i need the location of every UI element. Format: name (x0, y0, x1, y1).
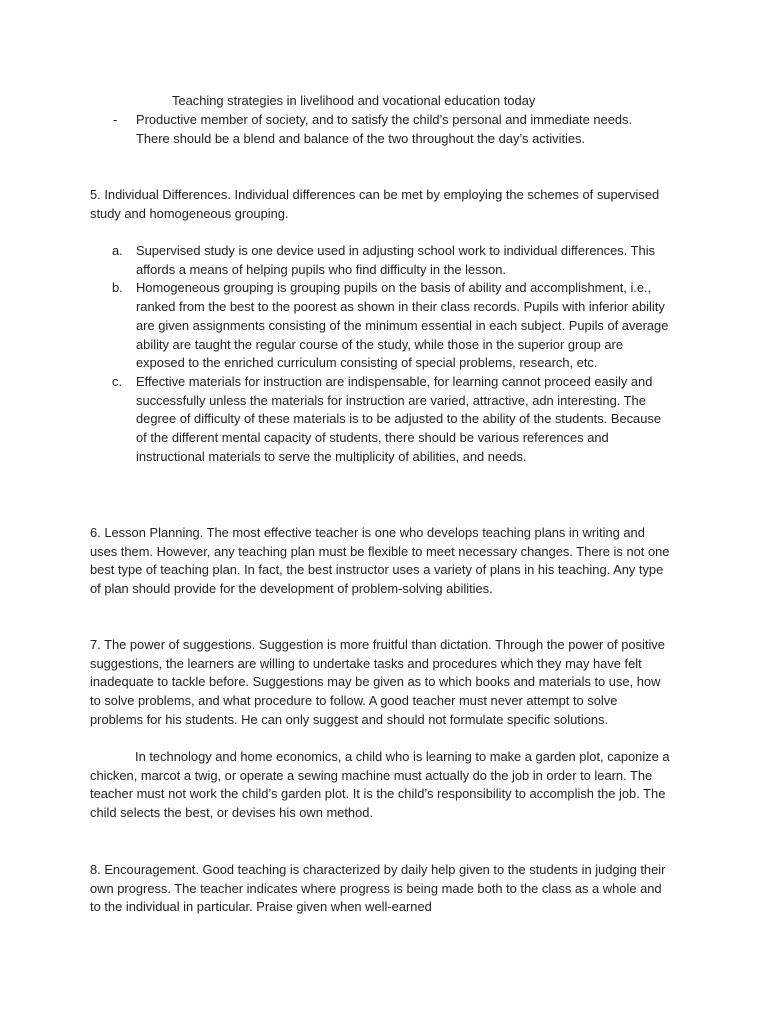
section-5-paragraph: 5. Individual Differences. Individual differences can be met by employing the schemes of supervised study and homogeneous grouping. (90, 187, 660, 221)
list-marker: a. (112, 243, 123, 258)
dash-item-text: Productive member of society, and to satisfy the child’s personal and immediate needs. There should be a blend and balance of the two throughout the day’s activities. (136, 112, 633, 146)
section-7-paragraph-2 (90, 748, 670, 823)
list-item (112, 373, 672, 467)
dash-list-item (113, 111, 673, 148)
document-title: Teaching strategies in livelihood and vocational education today (172, 93, 536, 108)
section-5-list (112, 242, 672, 466)
section-7-paragraph: 7. The power of suggestions. Suggestion is more fruitful than dictation. Through the power of positive suggestions, the learners are willing to undertake tasks and procedures which they may have felt inadequate to tackle before. Suggestions may be given as to which books and materials to use, how to solve problems, and what procedure to follow. A good teacher must never attempt to solve problems for his students. He can only suggest and should not formulate specific solutions. (90, 637, 665, 727)
list-item (112, 242, 672, 279)
section-6-paragraph: 6. Lesson Planning. The most effective teacher is one who develops teaching plans in writing and uses them. However, any teaching plan must be flexible to meet necessary changes. There is not one best type of teaching plan. In fact, the best instructor uses a variety of plans in his teaching. Any type of plan should provide for the development of problem-solving abilities. (90, 525, 670, 597)
list-marker: b. (112, 280, 123, 296)
list-item-text: Homogeneous grouping is grouping pupils on the basis of ability and accomplishment, i.e., ranked from the best to the poorest as shown in their class records. Pupils with inferior ability are given assignments consisting of the minimum essential in each subject. Pupils of average ability are taught the regular course of the study, while those in the superior group are exposed to the enriched curriculum consisting of special problems, research, etc. (136, 280, 669, 371)
dash-marker: - (113, 112, 118, 127)
section-8-paragraph: 8. Encouragement. Good teaching is characterized by daily help given to the students in judging their own progress. The teacher indicates where progress is being made both to the class as a whole and to the individual in particular. Praise given when well-earned (90, 862, 666, 915)
list-item (112, 279, 672, 373)
list-marker: c. (112, 373, 123, 389)
list-item-text: Effective materials for instruction are indispensable, for learning cannot proceed easily and successfully unless the materials for instruction are varied, attractive, adn interesting. The degree of difficulty of these materials is to be adjusted to the ability of the students. Because of the different mental capacity of students, there should be various references and instructional materials to serve the multiplicity of abilities, and needs. (136, 373, 662, 464)
list-item-text: Supervised study is one device used in adjusting school work to individual differences. This affords a means of helping pupils who find difficulty in the lesson. (136, 243, 656, 277)
paragraph-text: In technology and home economics, a child who is learning to make a garden plot, caponize a chicken, marcot a twig, or operate a sewing machine must actually do the job in order to learn. The teacher must not work the child’s garden plot. It is the child’s responsibility to accomplish the job. The child selects the best, or devises his own method. (90, 749, 670, 821)
